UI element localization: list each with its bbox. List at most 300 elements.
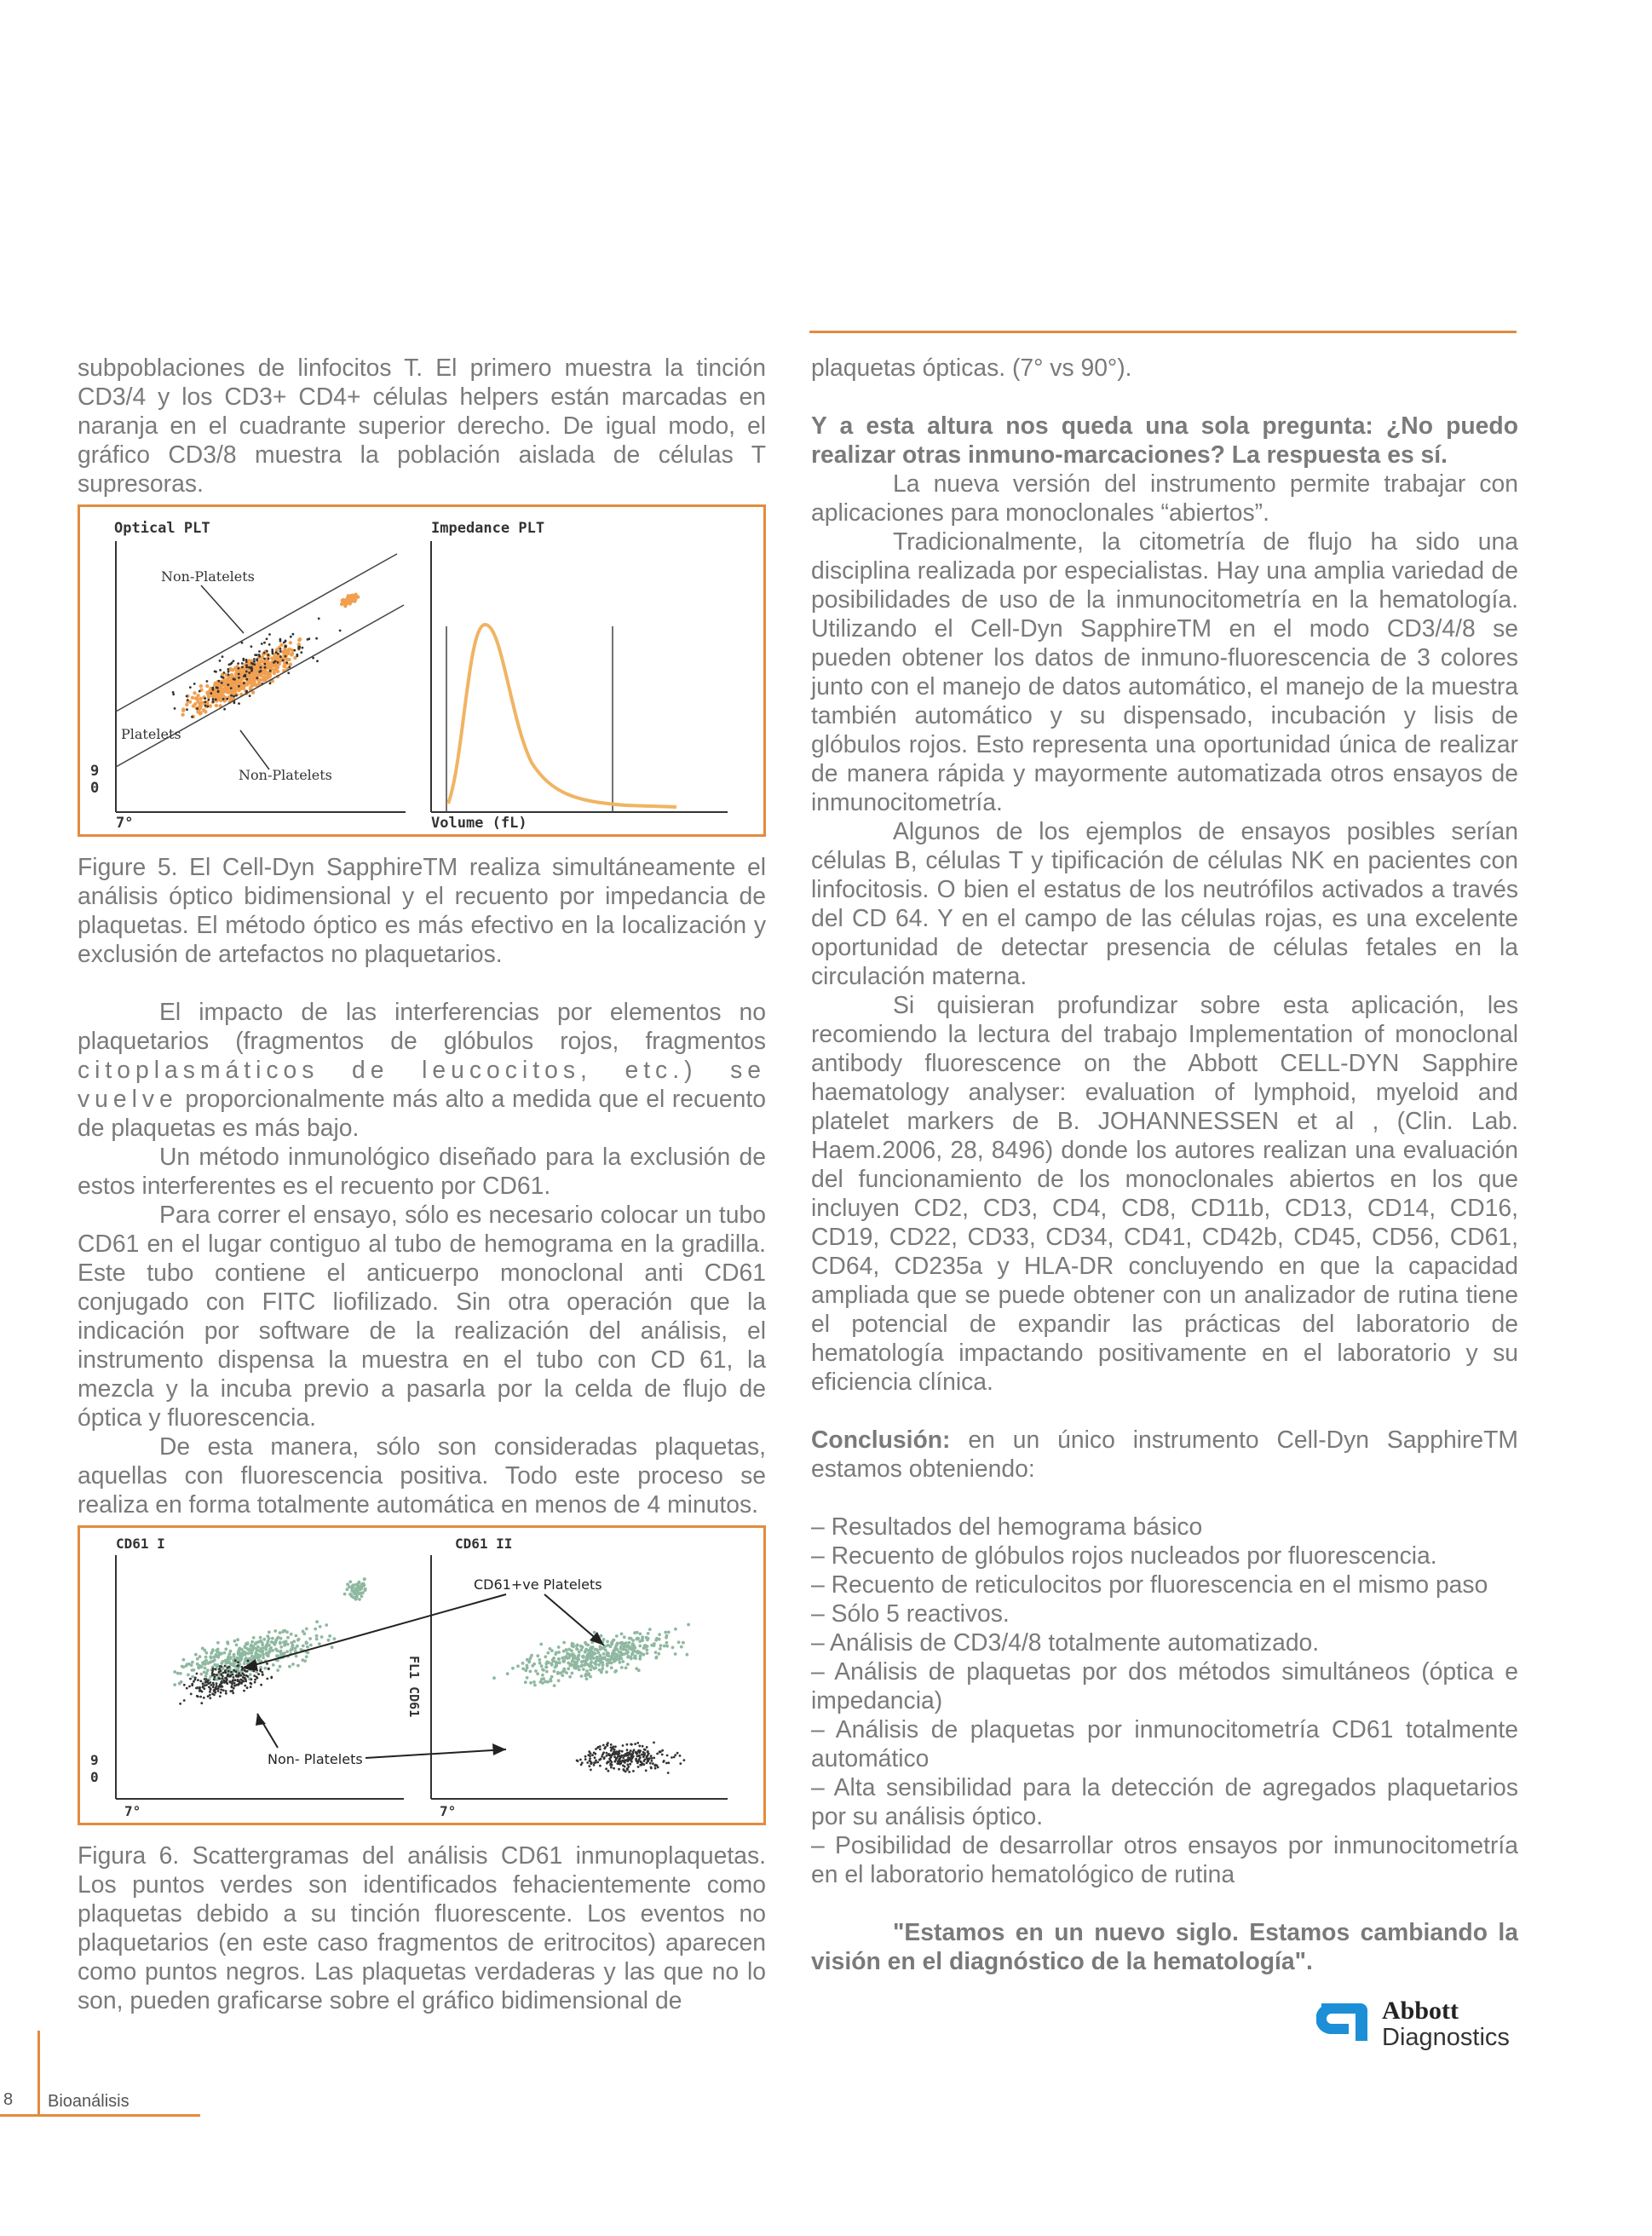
scatter-dot	[687, 1623, 690, 1627]
scatter-dot	[295, 1655, 298, 1658]
scatter-dot	[584, 1663, 587, 1666]
scatter-dot	[286, 1636, 290, 1640]
scatter-dot	[626, 1743, 629, 1746]
scatter-dot	[557, 1651, 561, 1654]
scatter-dot	[203, 1697, 205, 1699]
fig5-impedance-title: Impedance PLT	[431, 520, 545, 537]
scatter-dot	[363, 1583, 366, 1587]
scatter-dot	[196, 707, 199, 710]
scatter-dot	[544, 1655, 547, 1658]
scatter-dot	[196, 1657, 199, 1661]
scatter-dot	[605, 1767, 607, 1770]
scatter-dot	[550, 1662, 553, 1665]
scatter-dot	[589, 1668, 592, 1672]
scatter-dot	[204, 1656, 208, 1659]
scatter-dot	[238, 702, 240, 705]
scatter-dot	[243, 682, 245, 684]
scatter-dot	[199, 1690, 201, 1692]
scatter-dot	[654, 1767, 657, 1770]
scatter-dot	[585, 1655, 589, 1658]
scatter-dot	[225, 1681, 227, 1684]
scatter-dot	[236, 1638, 239, 1641]
scatter-dot	[254, 666, 257, 670]
scatter-dot	[276, 1668, 279, 1672]
scatter-dot	[557, 1679, 561, 1682]
scatter-dot	[220, 1665, 222, 1668]
scatter-dot	[648, 1628, 652, 1631]
scatter-dot	[212, 689, 215, 691]
scatter-dot	[625, 1666, 628, 1669]
scatter-dot	[643, 1763, 646, 1766]
scatter-dot	[245, 1642, 249, 1645]
scatter-dot	[492, 1676, 496, 1680]
scatter-dot	[630, 1758, 633, 1761]
scatter-dot	[353, 1591, 356, 1594]
scatter-dot	[673, 1756, 676, 1759]
scatter-dot	[226, 698, 228, 700]
abbott-logo-name: Abbott	[1382, 1997, 1459, 2025]
scatter-dot	[215, 704, 218, 707]
scatter-dot	[267, 1640, 270, 1644]
scatter-dot	[639, 1764, 642, 1766]
scatter-dot	[305, 1628, 308, 1631]
scatter-dot	[665, 1762, 668, 1765]
scatter-dot	[308, 1637, 312, 1640]
fig6-label-non-platelets: Non- Platelets	[268, 1751, 363, 1767]
scatter-dot	[244, 1653, 247, 1657]
scatter-dot	[217, 694, 221, 697]
scatter-dot	[227, 1667, 229, 1669]
scatter-dot	[243, 1662, 246, 1665]
scatter-dot	[204, 1667, 207, 1670]
scatter-dot	[212, 1668, 215, 1670]
scatter-dot	[290, 653, 293, 656]
scatter-dot	[571, 1672, 574, 1675]
scatter-dot	[601, 1657, 604, 1660]
figure-5	[78, 504, 766, 837]
scatter-dot	[610, 1666, 613, 1669]
scatter-dot	[628, 1757, 630, 1760]
scatter-dot	[260, 666, 262, 669]
scatter-dot	[260, 659, 263, 662]
scatter-dot	[249, 694, 251, 697]
scatter-dot	[665, 1641, 669, 1645]
scatter-dot	[273, 671, 276, 675]
scatter-dot	[346, 1582, 349, 1586]
scatter-dot	[576, 1644, 579, 1647]
scatter-dot	[639, 1655, 642, 1658]
scatter-dot	[296, 654, 299, 657]
scatter-dot	[561, 1674, 564, 1677]
scatter-dot	[193, 683, 196, 685]
scatter-dot	[237, 1651, 240, 1654]
scatter-dot	[603, 1748, 606, 1750]
scatter-dot	[209, 1655, 212, 1658]
scatter-dot	[244, 1685, 246, 1687]
figure-6-caption: Figura 6. Scattergramas del análisis CD61 inmunoplaquetas. Los puntos verdes son identificados fehacientemente como plaquetas debido a su tinción fluorescente. Los eventos no plaquetarios (en este caso fragmentos de eritrocitos) aparecen como puntos negros. Las plaquetas verdaderas y las que no lo son, pueden graficarse sobre el gráfico bidimensional de	[78, 1841, 766, 2014]
scatter-dot	[575, 1647, 578, 1651]
scatter-dot	[254, 1652, 257, 1656]
scatter-dot	[626, 1663, 630, 1666]
scatter-dot	[214, 671, 216, 673]
scatter-dot	[626, 1767, 629, 1770]
scatter-dot	[282, 1640, 285, 1644]
scatter-dot	[283, 642, 285, 644]
scatter-dot	[538, 1658, 541, 1662]
scatter-dot	[237, 1661, 239, 1663]
scatter-dot	[283, 1644, 286, 1647]
scatter-dot	[230, 1671, 233, 1674]
scatter-dot	[259, 1636, 262, 1640]
scatter-dot	[193, 1680, 195, 1683]
scatter-dot	[662, 1761, 665, 1763]
scatter-dot	[580, 1674, 584, 1678]
scatter-dot	[282, 1629, 285, 1633]
scatter-dot	[571, 1660, 574, 1663]
scatter-dot	[618, 1768, 620, 1771]
scatter-dot	[279, 1665, 282, 1668]
scatter-dot	[620, 1666, 624, 1669]
scatter-dot	[285, 655, 287, 658]
scatter-dot	[216, 686, 218, 689]
scatter-dot	[613, 1753, 616, 1755]
scatter-dot	[268, 643, 271, 646]
scatter-dot	[315, 1634, 319, 1638]
scatter-dot	[204, 1678, 206, 1680]
scatter-dot	[578, 1668, 581, 1672]
scatter-dot	[254, 1681, 256, 1684]
scatter-dot	[205, 1684, 208, 1686]
scatter-dot	[207, 1680, 210, 1682]
scatter-dot	[237, 1664, 239, 1667]
scatter-dot	[650, 1755, 653, 1757]
scatter-dot	[600, 1671, 603, 1674]
scatter-dot	[645, 1648, 648, 1651]
fig5-gate-line-lower	[116, 605, 404, 767]
scatter-dot	[231, 662, 233, 665]
scatter-dot	[285, 646, 287, 648]
scatter-dot	[214, 1688, 216, 1691]
scatter-dot	[250, 1651, 253, 1654]
scatter-dot	[292, 633, 295, 636]
scatter-dot	[621, 1660, 625, 1663]
scatter-dot	[272, 1663, 275, 1667]
scatter-dot	[613, 1767, 615, 1770]
scatter-dot	[358, 1598, 361, 1601]
scatter-dot	[201, 1691, 204, 1693]
fig6-y-label-0: 0	[90, 1769, 99, 1785]
scatter-dot	[604, 1649, 607, 1652]
scatter-dot	[272, 652, 274, 654]
scatter-dot	[204, 710, 207, 713]
scatter-dot	[539, 1680, 543, 1684]
scatter-dot	[666, 1755, 669, 1757]
scatter-dot	[224, 1665, 227, 1668]
scatter-dot	[546, 1651, 550, 1655]
fig5-x-label-left: 7°	[116, 815, 134, 829]
scatter-dot	[195, 1687, 198, 1690]
fig6-x-label-2: 7°	[440, 1803, 457, 1818]
scatter-dot	[637, 1766, 640, 1768]
scatter-dot	[630, 1755, 633, 1758]
fig5-scatter-dots	[172, 593, 360, 719]
scatter-dot	[532, 1663, 536, 1666]
list-item: – Recuento de reticulocitos por fluorescencia en el mismo paso	[811, 1570, 1488, 1598]
scatter-dot	[279, 648, 282, 650]
scatter-dot	[191, 1661, 194, 1664]
scatter-dot	[244, 1669, 246, 1672]
scatter-dot	[235, 1668, 239, 1671]
scatter-dot	[258, 655, 261, 658]
scatter-dot	[265, 1644, 268, 1647]
scatter-dot	[214, 1676, 216, 1679]
scatter-dot	[191, 716, 193, 718]
scatter-dot	[199, 1680, 202, 1682]
scatter-dot	[589, 1675, 592, 1679]
scatter-dot	[286, 652, 290, 655]
scatter-dot	[199, 684, 203, 688]
scatter-dot	[247, 1651, 250, 1655]
scatter-dot	[355, 1583, 359, 1587]
scatter-dot	[210, 692, 212, 694]
scatter-dot	[646, 1761, 648, 1764]
scatter-dot	[624, 1645, 627, 1648]
scatter-dot	[296, 1664, 300, 1668]
right-paragraph-2: Tradicionalmente, la citometría de flujo ha sido una disciplina realizada por especialistas. Hay una amplia variedad de posibilidades de uso de la inmunocitometría en la hematología. Utilizando el Cell-Dyn SapphireTM en el modo CD3/4/8 se pueden obtener los datos de inmuno-fluorescencia de 3 colores junto con el manejo de datos automático, el manejo de la muestra también automático y su dispensado, incubación y lisis de glóbulos rojos. Esto representa una oportunidad única de realizar de manera rápida y mayormente automatizada otros ensayos de inmunocitometría.	[811, 527, 1518, 815]
scatter-dot	[545, 1666, 549, 1669]
scatter-dot	[657, 1766, 659, 1769]
scatter-dot	[629, 1763, 631, 1766]
figure-5-caption: Figure 5. El Cell-Dyn SapphireTM realiza simultáneamente el análisis óptico bidimensional y el recuento por impedancia de plaquetas. El método óptico es más efectivo en la localización y exclusión de artefactos no plaquetarios.	[78, 853, 766, 967]
scatter-dot	[211, 1669, 214, 1672]
scatter-dot	[197, 1679, 199, 1681]
scatter-dot	[208, 699, 210, 701]
scatter-dot	[181, 1665, 184, 1668]
scatter-dot	[545, 1670, 549, 1674]
scatter-dot	[526, 1676, 529, 1680]
scatter-dot	[214, 1691, 216, 1694]
scatter-dot	[186, 1687, 188, 1690]
scatter-dot	[634, 1743, 636, 1745]
scatter-dot	[239, 1656, 242, 1659]
scatter-dot	[254, 1642, 257, 1645]
scatter-dot	[648, 1753, 650, 1755]
scatter-dot	[565, 1649, 568, 1652]
scatter-dot	[661, 1754, 664, 1756]
scatter-dot	[680, 1645, 683, 1649]
scatter-dot	[360, 1594, 364, 1598]
scatter-dot	[529, 1681, 532, 1685]
scatter-dot	[580, 1764, 583, 1766]
scatter-dot	[199, 1687, 201, 1690]
scatter-dot	[291, 1663, 295, 1666]
scatter-dot	[534, 1669, 538, 1673]
scatter-dot	[650, 1766, 653, 1769]
scatter-dot	[209, 1694, 211, 1697]
scatter-dot	[223, 708, 226, 711]
scatter-dot	[231, 1686, 233, 1689]
scatter-dot	[667, 1761, 670, 1764]
scatter-dot	[556, 1672, 560, 1675]
left-column	[78, 353, 766, 2014]
scatter-dot	[232, 1674, 234, 1676]
scatter-dot	[625, 1771, 627, 1773]
scatter-dot	[674, 1628, 677, 1631]
scatter-dot	[225, 689, 228, 693]
scatter-dot	[273, 1629, 277, 1633]
scatter-dot	[638, 1640, 642, 1643]
fig5-arrow-bottom	[240, 730, 269, 769]
scatter-dot	[271, 1637, 274, 1640]
scatter-dot	[262, 1653, 265, 1657]
scatter-dot	[521, 1668, 525, 1671]
scatter-dot	[199, 1673, 203, 1676]
scatter-dot	[199, 697, 202, 700]
fig6-x-label-1: 7°	[124, 1803, 141, 1818]
scatter-dot	[179, 1703, 181, 1705]
scatter-dot	[268, 1668, 270, 1670]
scatter-dot	[262, 1638, 266, 1641]
scatter-dot	[682, 1641, 685, 1645]
scatter-dot	[620, 1653, 624, 1657]
scatter-dot	[284, 657, 287, 660]
scatter-dot	[594, 1753, 596, 1755]
scatter-dot	[579, 1645, 583, 1648]
scatter-dot	[279, 1645, 283, 1649]
scatter-dot	[249, 667, 251, 670]
scatter-dot	[194, 1653, 198, 1657]
scatter-dot	[217, 1687, 220, 1690]
scatter-dot	[183, 1699, 186, 1702]
scatter-dot	[220, 1691, 222, 1694]
scatter-dot	[664, 1631, 667, 1634]
scatter-dot	[652, 1762, 654, 1765]
scatter-dot	[539, 1643, 543, 1646]
scatter-dot	[266, 1663, 268, 1665]
right-column	[811, 353, 1518, 1975]
scatter-dot	[234, 1679, 237, 1681]
scatter-dot	[277, 661, 279, 664]
scatter-dot	[619, 1651, 622, 1654]
scatter-dot	[250, 1678, 253, 1680]
scatter-dot	[658, 1633, 661, 1636]
scatter-dot	[686, 1653, 689, 1657]
scatter-dot	[262, 1656, 265, 1659]
scatter-dot	[210, 1687, 212, 1690]
scatter-dot	[591, 1754, 594, 1756]
scatter-dot	[248, 671, 250, 674]
fig5-optical-title: Optical PLT	[114, 520, 210, 537]
scatter-dot	[628, 1771, 630, 1773]
scatter-dot	[252, 1636, 256, 1640]
scatter-dot	[300, 651, 302, 654]
scatter-dot	[638, 1745, 641, 1748]
list-item: – Recuento de glóbulos rojos nucleados por fluorescencia.	[811, 1542, 1437, 1569]
scatter-dot	[222, 655, 224, 658]
scatter-dot	[315, 1638, 319, 1641]
scatter-dot	[526, 1664, 529, 1668]
scatter-dot	[203, 1687, 205, 1690]
scatter-dot	[183, 1684, 186, 1686]
scatter-dot	[619, 1749, 621, 1752]
scatter-dot	[573, 1662, 577, 1665]
scatter-dot	[180, 1680, 183, 1684]
scatter-dot	[266, 1678, 268, 1680]
scatter-dot	[275, 651, 278, 654]
scatter-dot	[222, 698, 225, 700]
scatter-dot	[674, 1652, 677, 1656]
scatter-dot	[667, 1631, 671, 1634]
scatter-dot	[264, 666, 267, 669]
scatter-dot	[256, 1655, 260, 1658]
scatter-dot	[606, 1664, 609, 1668]
scatter-dot	[205, 684, 209, 688]
scatter-dot	[199, 711, 203, 714]
left-paragraph-1-start: El impacto de las interferencias por elementos no plaquetarios (fragmentos de glóbulos rojos, fragmentos	[78, 998, 766, 1054]
scatter-dot	[288, 666, 291, 668]
scatter-dot	[193, 1668, 196, 1672]
scatter-dot	[275, 1637, 279, 1640]
scatter-dot	[589, 1755, 591, 1757]
scatter-dot	[237, 1680, 239, 1682]
fig5-arrow-top	[201, 585, 244, 633]
scatter-dot	[613, 1746, 615, 1749]
scatter-dot	[572, 1652, 575, 1656]
scatter-dot	[200, 1702, 203, 1704]
scatter-dot	[642, 1646, 646, 1650]
scatter-dot	[302, 1645, 305, 1648]
scatter-dot	[270, 1677, 273, 1680]
scatter-dot	[233, 1669, 235, 1672]
scatter-dot	[225, 1692, 227, 1695]
scatter-dot	[243, 659, 245, 661]
scatter-dot	[636, 1637, 639, 1640]
scatter-dot	[633, 1657, 636, 1660]
scatter-dot	[567, 1662, 570, 1665]
scatter-dot	[621, 1750, 624, 1753]
scatter-dot	[653, 1742, 655, 1744]
scatter-dot	[561, 1670, 565, 1674]
scatter-dot	[204, 700, 207, 703]
top-rule	[809, 331, 1517, 333]
scatter-dot	[630, 1743, 633, 1746]
scatter-dot	[630, 1653, 634, 1657]
abbott-logo-sub: Diagnostics	[1382, 2024, 1510, 2051]
scatter-dot	[615, 1634, 619, 1638]
scatter-dot	[679, 1762, 682, 1765]
scatter-dot	[542, 1677, 545, 1680]
scatter-dot	[578, 1651, 581, 1654]
scatter-dot	[185, 703, 188, 706]
scatter-dot	[618, 1759, 620, 1761]
scatter-dot	[192, 704, 195, 707]
scatter-dot	[643, 1760, 646, 1762]
scatter-dot	[628, 1637, 631, 1640]
scatter-dot	[193, 691, 196, 694]
scatter-dot	[603, 1757, 606, 1760]
scatter-dot	[679, 1755, 682, 1757]
scatter-dot	[344, 598, 348, 602]
scatter-dot	[641, 1754, 643, 1756]
scatter-dot	[305, 1655, 308, 1658]
scatter-dot	[618, 1658, 621, 1662]
scatter-dot	[217, 1690, 220, 1692]
scatter-dot	[590, 1769, 592, 1772]
figure-6	[78, 1525, 766, 1825]
scatter-dot	[208, 1661, 211, 1664]
scatter-dot	[233, 701, 236, 704]
scatter-dot	[593, 1764, 596, 1766]
